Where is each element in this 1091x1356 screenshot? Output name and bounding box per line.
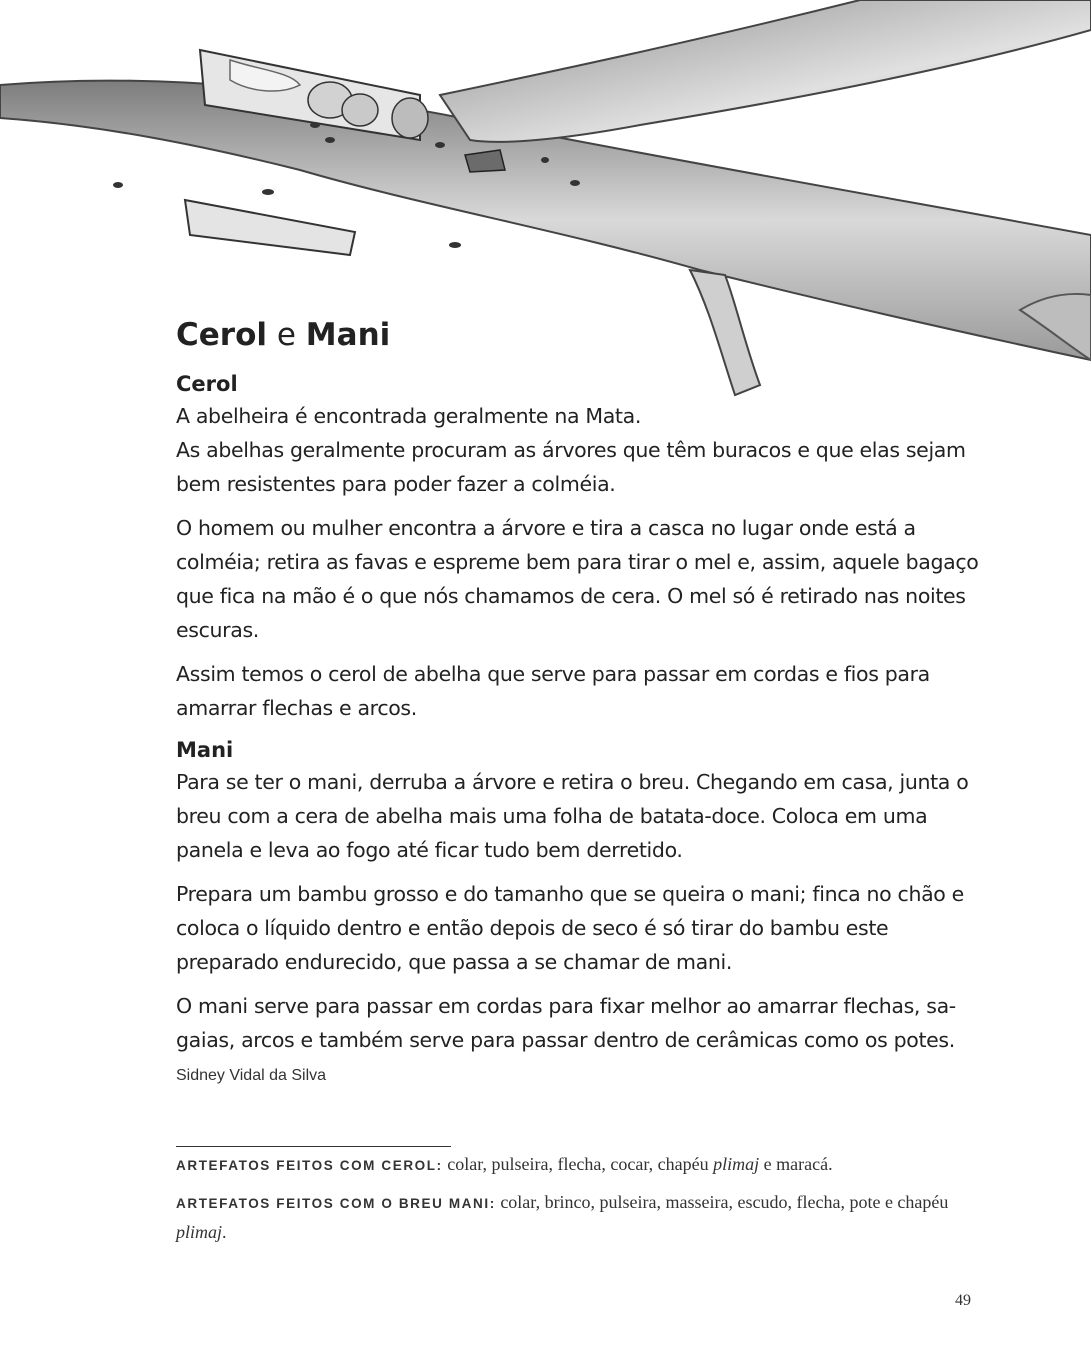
paragraph: Prepara um bambu grosso e do tamanho que se queira o mani; finca no chão e coloca o líquido dentro e então depois de seco é só tirar do bambu este preparado endurecido, que passa a se chamar de mani. <box>176 882 964 974</box>
paragraph: As abelhas geralmente procuram as árvores que têm buracos e que elas sejam bem resistentes para poder fazer a colméia. <box>176 438 966 496</box>
author-signature: Sidney Vidal da Silva <box>176 1067 327 1084</box>
paragraph: Para se ter o mani, derruba a árvore e retira o breu. Chegando em casa, junta o breu com a cera de abelha mais uma folha de batata-doce. Coloca em uma panela e leva ao fogo até ficar tudo bem derretido. <box>176 770 969 862</box>
article <box>176 315 996 1085</box>
page-title: Cerol e Mani <box>176 317 391 353</box>
paragraph: A abelheira é encontrada geralmente na Mata. <box>176 404 641 428</box>
footnote-mani: ARTEFATOS FEITOS COM O BREU MANI: colar, brinco, pulseira, masseira, escudo, flecha, pote e chapéu plimaj. <box>176 1192 949 1242</box>
paragraph: O mani serve para passar em cordas para fixar melhor ao amarrar flechas, sa-gaias, arcos e também serve para passar dentro de cerâmicas como os potes. <box>176 994 956 1052</box>
footnote-cerol: ARTEFATOS FEITOS COM CEROL: colar, pulseira, flecha, cocar, chapéu plimaj e maracá. <box>176 1154 833 1174</box>
footnotes <box>176 1150 966 1255</box>
footnote-divider <box>176 1146 451 1147</box>
section-heading-mani: Mani <box>176 738 234 762</box>
section-heading-cerol: Cerol <box>176 372 238 396</box>
page-number: 49 <box>955 1292 971 1309</box>
paragraph: O homem ou mulher encontra a árvore e tira a casca no lugar onde está a colméia; retira as favas e espreme bem para tirar o mel e, assim, aquele bagaço que fica na mão é o que nós chamamos de cera. O mel só é retirado nas noites escuras. <box>176 516 979 642</box>
paragraph: Assim temos o cerol de abelha que serve para passar em cordas e fios para amarrar flechas e arcos. <box>176 662 930 720</box>
